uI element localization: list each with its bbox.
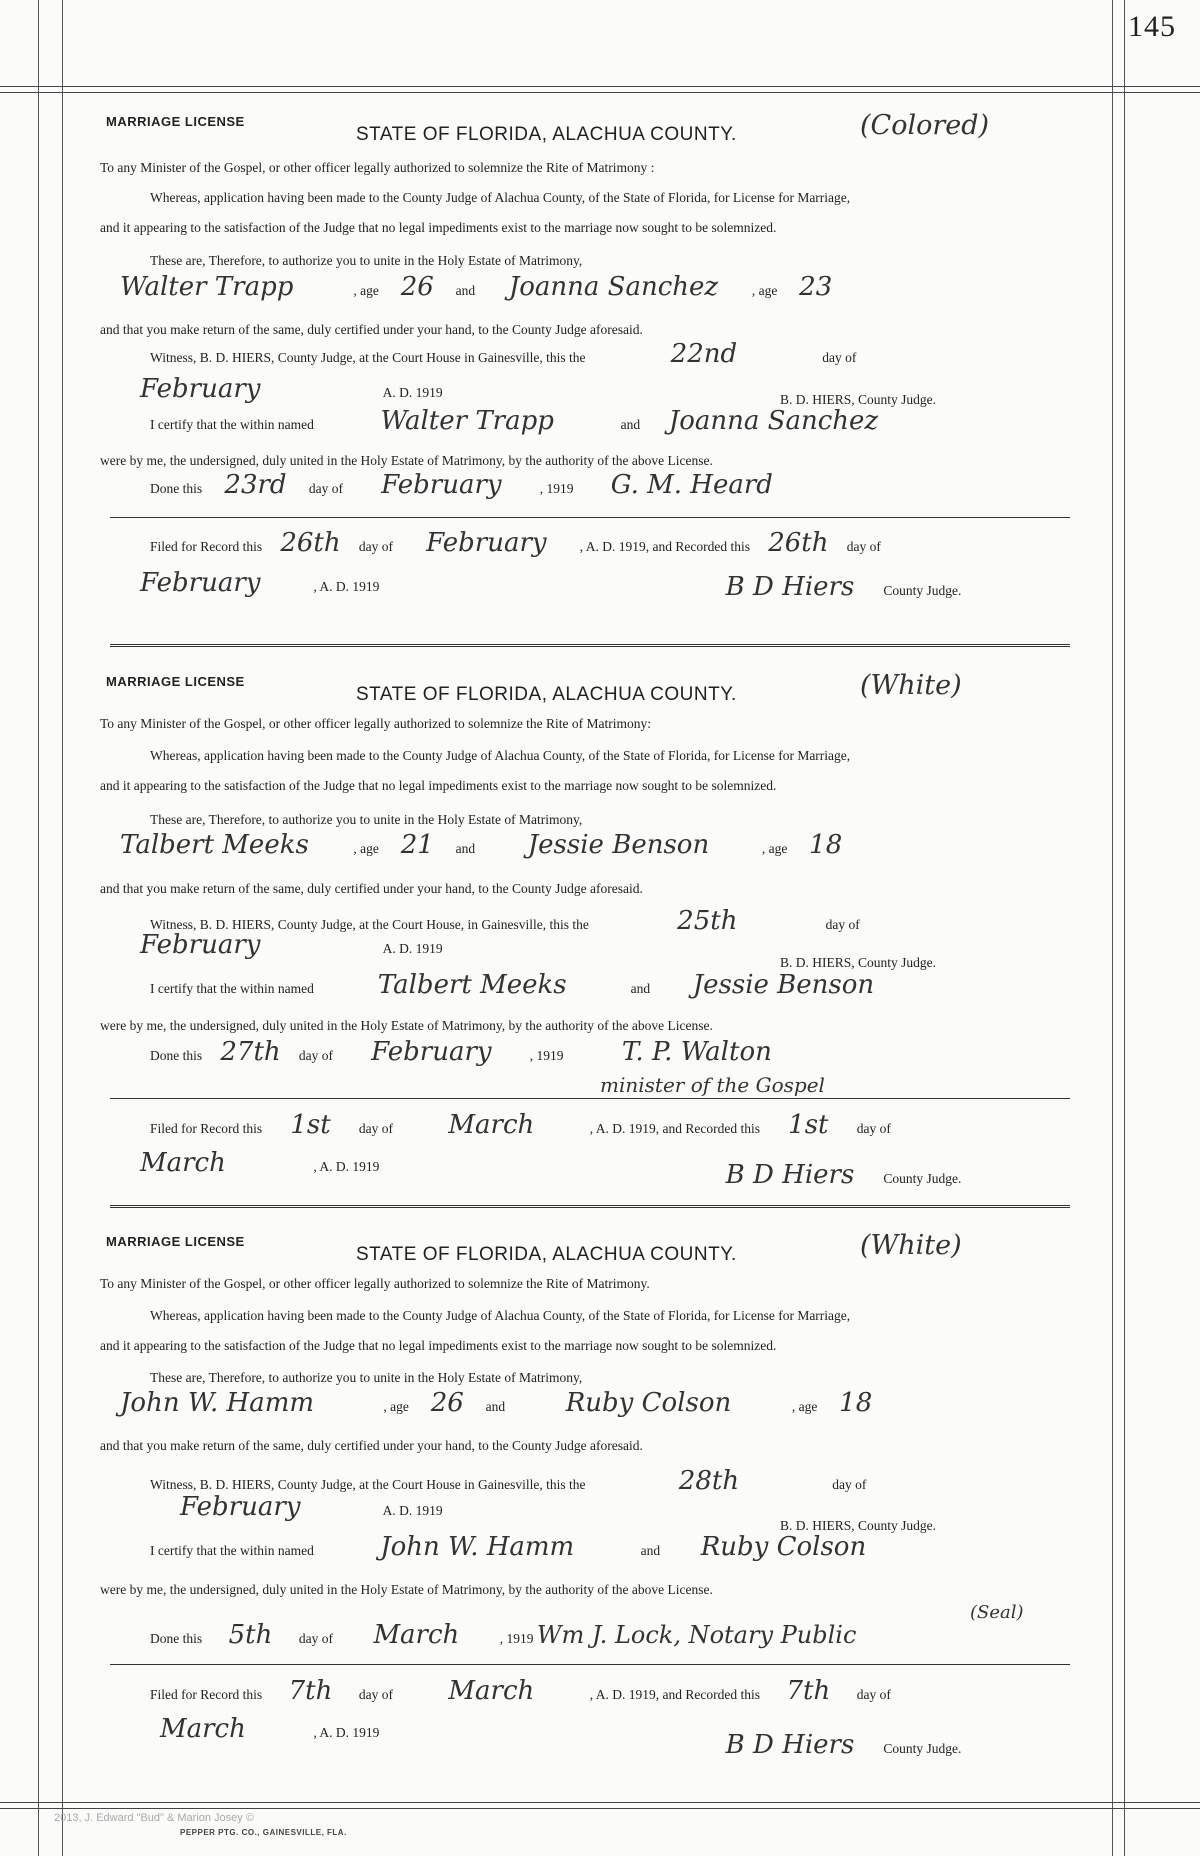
recorded-year: , A. D. 1919 [313, 579, 380, 594]
cert-groom: Talbert Meeks [377, 970, 567, 1000]
witness-text: Witness, B. D. HIERS, County Judge, at the Court House in Gainesville, this the [150, 1477, 586, 1492]
return-line: and that you make return of the same, duly certified under your hand, to the County Judge aforesaid. [100, 881, 643, 896]
seal-mark: (Seal) [970, 1602, 1024, 1623]
done-day: 5th [228, 1620, 273, 1650]
done-label: Done this [150, 481, 203, 496]
done-day: 27th [220, 1037, 281, 1067]
day-of-label: day of [822, 350, 857, 365]
and-label: and [640, 1543, 661, 1558]
bride-age: 23 [799, 272, 833, 302]
certify-line [150, 970, 913, 1000]
filed-day: 26th [280, 528, 341, 558]
recorded-month-line [140, 568, 379, 598]
appearing-line: and it appearing to the satisfaction of the Judge that no legal impediments exist to the marriage now sought to be solemnized. [100, 778, 777, 793]
recorded-label: , A. D. 1919, and Recorded this [579, 539, 750, 554]
recorded-month-line [140, 1148, 379, 1178]
footer-rule-2 [0, 1808, 1200, 1809]
license-label: MARRIAGE LICENSE [106, 1234, 245, 1249]
age-label: , age [353, 841, 379, 856]
day-of-label: day of [846, 539, 881, 554]
recorded-day: 26th [768, 528, 829, 558]
groom-name: Walter Trapp [120, 272, 294, 302]
whereas-line: Whereas, application having been made to the County Judge of Alachua County, of the State of Florida, for License for Marriage, [150, 190, 851, 205]
license-title: STATE OF FLORIDA, ALACHUA COUNTY. [356, 124, 737, 145]
officiant-signature: T. P. Walton [621, 1037, 772, 1067]
bride-age: 18 [809, 830, 843, 860]
issue-month: February [140, 374, 261, 404]
appearing-line: and it appearing to the satisfaction of the Judge that no legal impediments exist to the marriage now sought to be solemnized. [100, 1338, 777, 1353]
age-label: , age [383, 1399, 409, 1414]
judge-signature: B D Hiers [725, 1160, 855, 1190]
and-label: and [630, 981, 651, 996]
recorded-label: , A. D. 1919, and Recorded this [589, 1687, 760, 1702]
day-of-label: day of [358, 1687, 393, 1702]
groom-age: 21 [400, 830, 434, 860]
filed-month: March [448, 1676, 535, 1706]
issue-month-line [140, 930, 443, 960]
judge-signature-line [700, 1160, 961, 1190]
day-of-label: day of [298, 1048, 333, 1063]
age-label: , age [791, 1399, 818, 1414]
united-line: were by me, the undersigned, duly united in the Holy Estate of Matrimony, by the authority of the above License. [100, 1582, 713, 1597]
issue-day: 25th [677, 906, 738, 936]
address-line: To any Minister of the Gospel, or other officer legally authorized to solemnize the Rite of Matrimony. [100, 1276, 650, 1291]
recorded-day: 1st [788, 1110, 829, 1140]
recorded-year: , A. D. 1919 [313, 1725, 380, 1740]
parties-line [120, 1388, 891, 1418]
cert-bride: Ruby Colson [700, 1532, 867, 1562]
day-of-label: day of [832, 1477, 867, 1492]
ad-year: A. D. 1919 [382, 941, 443, 956]
judge-signature: B D Hiers [725, 1730, 855, 1760]
ad-year: A. D. 1919 [382, 1503, 443, 1518]
united-line: were by me, the undersigned, duly united in the Holy Estate of Matrimony, by the authority of the above License. [100, 453, 713, 468]
license-label: MARRIAGE LICENSE [106, 674, 245, 689]
day-of-label: day of [308, 481, 343, 496]
cert-groom: John W. Hamm [380, 1532, 575, 1562]
done-month: February [381, 470, 502, 500]
filed-line [150, 528, 881, 558]
license-label: MARRIAGE LICENSE [106, 114, 245, 129]
age-label: , age [353, 283, 379, 298]
recorded-month: March [160, 1714, 246, 1744]
done-year: , 1919 [499, 1631, 534, 1646]
bride-age: 18 [839, 1388, 873, 1418]
filed-month: March [448, 1110, 535, 1140]
bride-name: Ruby Colson [565, 1388, 732, 1418]
united-line: were by me, the undersigned, duly united in the Holy Estate of Matrimony, by the authority of the above License. [100, 1018, 713, 1033]
judge-title: B. D. HIERS, County Judge. [780, 392, 937, 407]
day-of-label: day of [856, 1687, 891, 1702]
recorded-month-line [160, 1714, 379, 1744]
done-year: , 1919 [539, 481, 574, 496]
done-month: March [373, 1620, 460, 1650]
filed-day: 1st [290, 1110, 331, 1140]
officiant-signature: Wm J. Lock, Notary Public [536, 1621, 857, 1649]
whereas-line: Whereas, application having been made to the County Judge of Alachua County, of the State of Florida, for License for Marriage, [150, 748, 851, 763]
recorded-year: , A. D. 1919 [313, 1159, 380, 1174]
header-rule-2 [0, 92, 1200, 93]
and-label: and [485, 1399, 506, 1414]
marriage-license-1 [100, 110, 1080, 675]
marriage-license-3 [100, 1230, 1080, 1795]
issue-month: February [180, 1492, 301, 1522]
witness-line [150, 339, 857, 369]
separator [110, 1664, 1070, 1665]
issue-day: 28th [678, 1466, 740, 1496]
filed-label: Filed for Record this [150, 1121, 263, 1136]
filed-day: 7th [288, 1676, 333, 1706]
appearing-line: and it appearing to the satisfaction of the Judge that no legal impediments exist to the marriage now sought to be solemnized. [100, 220, 777, 235]
judge-signature-line [700, 1730, 961, 1760]
day-of-label: day of [298, 1631, 333, 1646]
race-notation: (White) [860, 1230, 962, 1261]
issue-day: 22nd [670, 339, 738, 369]
done-label: Done this [150, 1631, 203, 1646]
bride-name: Jessie Benson [527, 830, 710, 860]
county-judge-label: County Judge. [883, 583, 962, 598]
therefore-line: These are, Therefore, to authorize you to unite in the Holy Estate of Matrimony, [150, 812, 583, 827]
cert-groom: Walter Trapp [380, 406, 554, 436]
footer-rule [0, 1802, 1200, 1803]
witness-text: Witness, B. D. HIERS, County Judge, at the Court House in Gainesville, this the [150, 350, 586, 365]
certify-line [150, 406, 903, 436]
race-notation: (White) [860, 670, 962, 701]
race-notation: (Colored) [860, 110, 990, 141]
whereas-line: Whereas, application having been made to the County Judge of Alachua County, of the State of Florida, for License for Marriage, [150, 1308, 851, 1323]
margin-line-right [1112, 0, 1113, 1856]
return-line: and that you make return of the same, duly certified under your hand, to the County Judge aforesaid. [100, 322, 643, 337]
recorded-month: February [140, 568, 261, 598]
therefore-line: These are, Therefore, to authorize you to unite in the Holy Estate of Matrimony, [150, 1370, 583, 1385]
separator [110, 1098, 1070, 1099]
judge-title: B. D. HIERS, County Judge. [780, 1518, 937, 1533]
separator [110, 517, 1070, 518]
margin-line-left [38, 0, 39, 1856]
ad-year: A. D. 1919 [382, 385, 443, 400]
filed-month: February [426, 528, 547, 558]
license-divider [110, 644, 1070, 647]
copyright-notice: 2013, J. Edward "Bud" & Marion Josey © [54, 1812, 254, 1824]
cert-bride: Jessie Benson [692, 970, 875, 1000]
certify-line [150, 1532, 903, 1562]
recorded-day: 7th [786, 1676, 831, 1706]
printer-imprint: PEPPER PTG. CO., GAINESVILLE, FLA. [180, 1828, 347, 1837]
filed-label: Filed for Record this [150, 539, 263, 554]
judge-title: B. D. HIERS, County Judge. [780, 955, 937, 970]
address-line: To any Minister of the Gospel, or other officer legally authorized to solemnize the Rite of Matrimony : [100, 160, 655, 175]
judge-signature: B D Hiers [725, 572, 855, 602]
officiant-title-line [600, 1073, 825, 1097]
certify-text: I certify that the within named [150, 1543, 314, 1558]
groom-age: 26 [430, 1388, 464, 1418]
cert-bride: Joanna Sanchez [668, 406, 879, 436]
certify-text: I certify that the within named [150, 981, 314, 996]
county-judge-label: County Judge. [883, 1741, 962, 1756]
and-label: and [455, 841, 476, 856]
issue-month: February [140, 930, 261, 960]
seal-mark-line [970, 1602, 1024, 1623]
done-month: February [371, 1037, 492, 1067]
and-label: and [620, 417, 641, 432]
done-line [150, 1620, 917, 1650]
recorded-label: , A. D. 1919, and Recorded this [589, 1121, 760, 1136]
groom-name: Talbert Meeks [120, 830, 309, 860]
done-label: Done this [150, 1048, 203, 1063]
day-of-label: day of [358, 1121, 393, 1136]
recorded-month: March [140, 1148, 226, 1178]
groom-name: John W. Hamm [120, 1388, 315, 1418]
filed-line [150, 1676, 891, 1706]
filed-label: Filed for Record this [150, 1687, 263, 1702]
witness-text: Witness, B. D. HIERS, County Judge, at the Court House, in Gainesville, this the [150, 917, 589, 932]
return-line: and that you make return of the same, duly certified under your hand, to the County Judge aforesaid. [100, 1438, 643, 1453]
header-rule [0, 86, 1200, 87]
done-line [150, 1037, 827, 1067]
issue-month-line [180, 1492, 443, 1522]
marriage-license-2 [100, 670, 1080, 1235]
page-number: 145 [1128, 10, 1176, 43]
day-of-label: day of [825, 917, 860, 932]
day-of-label: day of [856, 1121, 891, 1136]
license-title: STATE OF FLORIDA, ALACHUA COUNTY. [356, 1244, 737, 1265]
done-day: 23rd [224, 470, 287, 500]
age-label: , age [751, 283, 778, 298]
judge-signature-line [700, 572, 961, 602]
parties-line [120, 830, 861, 860]
license-divider [110, 1205, 1070, 1208]
margin-line-right-outer [1124, 0, 1125, 1856]
officiant-signature: G. M. Heard [610, 470, 773, 500]
address-line: To any Minister of the Gospel, or other officer legally authorized to solemnize the Rite of Matrimony: [100, 716, 652, 731]
parties-line [120, 272, 851, 302]
county-judge-label: County Judge. [883, 1171, 962, 1186]
bride-name: Joanna Sanchez [508, 272, 719, 302]
license-title: STATE OF FLORIDA, ALACHUA COUNTY. [356, 684, 737, 705]
done-line [150, 470, 807, 500]
age-label: , age [761, 841, 788, 856]
margin-line-left-inner [62, 0, 63, 1856]
done-year: , 1919 [529, 1048, 564, 1063]
filed-line [150, 1110, 891, 1140]
therefore-line: These are, Therefore, to authorize you to unite in the Holy Estate of Matrimony, [150, 253, 583, 268]
certify-text: I certify that the within named [150, 417, 314, 432]
groom-age: 26 [400, 272, 434, 302]
issue-month-line [140, 374, 443, 404]
officiant-title: minister of the Gospel [600, 1073, 825, 1097]
and-label: and [455, 283, 476, 298]
day-of-label: day of [358, 539, 393, 554]
